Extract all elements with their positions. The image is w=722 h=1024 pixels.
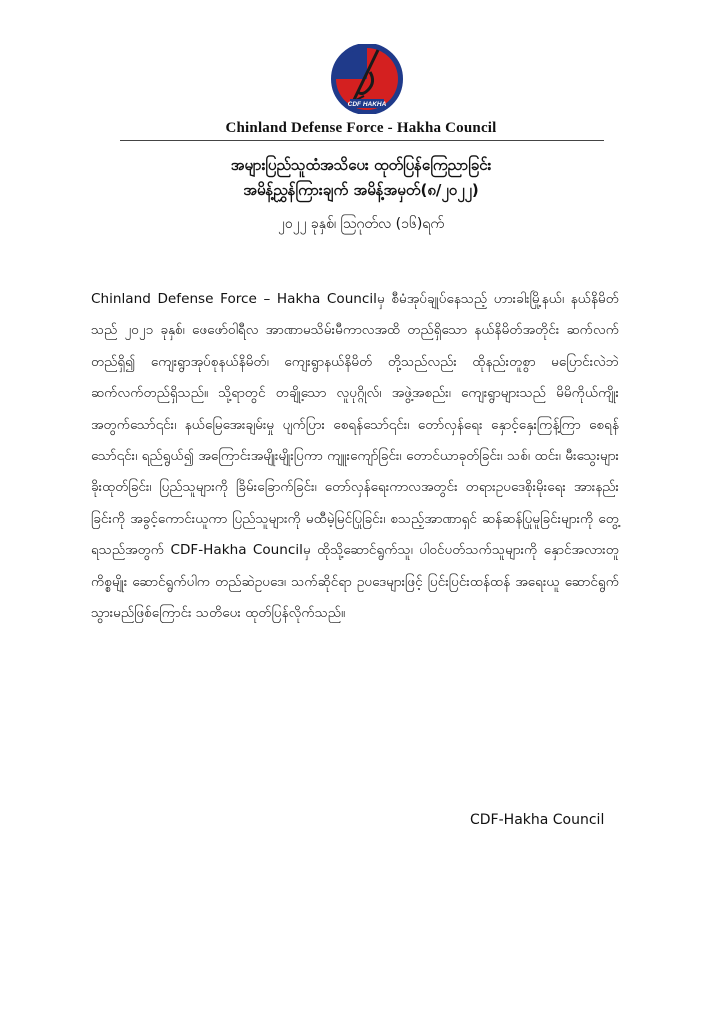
header-divider xyxy=(120,140,604,141)
org-name: Chinland Defense Force - Hakha Council xyxy=(225,120,497,136)
order-number: အမိန့်ညွှန်ကြားချက် အမိန့်အမှတ်(၈/၂၀၂၂) xyxy=(243,181,479,199)
statement-body-text: Chinland Defense Force – Hakha Councilမှ စီမံအုပ်ချုပ်နေသည့် ဟားခါးမြို့နယ်၊ နယ်နိမိတ်သည် ၂၀၂၁ ခုနှစ်၊ ဖေဖော်ဝါရီလ အာဏာမသိမ်းမီကာလအထိ တည်ရှိသော နယ်နိမိတ်အတိုင်း ဆက်လက်တည်ရှိ၍ ကျေးရွာအုပ်စုနယ်နိမိတ်၊ ကျေးရွာနယ်နိမိတ် တို့သည်လည်း ထိုနည်းတူစွာ မပြောင်းလဲဘဲ ဆက်လက်တည်ရှိသည်။ သို့ရာတွင် တချို့သော လူပုဂ္ဂိုလ်၊ အဖွဲ့အစည်း၊ ကျေးရွာများသည် မိမိကိုယ်ကျိုး အတွက်သော်၎င်း၊ နယ်မြေအေးချမ်းမှု ပျက်ပြား စေရန်သော်၎င်း၊ တော်လှန်ရေး နှောင့်နှေးကြန့်ကြာ စေရန်သော်၎င်း၊ ရည်ရွယ်၍ အကြောင်းအမျိုးမျိုးပြကာ ကျူးကျော်ခြင်း၊ တောင်ယာခုတ်ခြင်း၊ သစ်၊ ထင်း၊ မီးသွေးများ ခိုးထုတ်ခြင်း၊ ပြည်သူများကို ခြိမ်းခြောက်ခြင်း၊ တော်လှန်ရေးကာလအတွင်း တရားဥပဒေစိုးမိုးရေး အားနည်းခြင်းကို အခွင့်ကောင်းယူကာ ပြည်သူများကို မထီမဲ့မြင်ပြုခြင်း၊ စသည့်အာဏာရှင် ဆန်ဆန်ပြုမူခြင်းများကို တွေ့ရသည်အတွက် CDF-Hakha Councilမှ ထိုသို့ဆောင်ရွက်သူ၊ ပါဝင်ပတ်သက်သူများကို နှောင်အလားတူကိစ္စမျိုး ဆောင်ရွက်ပါက တည်ဆဲဥပဒေ၊ သက်ဆိုင်ရာ ဥပဒေများဖြင့် ပြင်းပြင်းထန်ထန် အရေးယူ ဆောင်ရွက်သွားမည်ဖြစ်ကြောင်း သတိပေး ထုတ်ပြန်လိုက်သည်။ xyxy=(91,291,619,622)
statement-body xyxy=(91,284,619,629)
signature: CDF-Hakha Council xyxy=(470,812,605,828)
logo-emblem-icon xyxy=(326,44,408,114)
cdf-hakha-logo xyxy=(326,44,408,114)
logo-text: CDF HAKHA xyxy=(347,101,387,108)
statement-date: ၂၀၂၂ ခုနှစ်၊ ဩဂုတ်လ (၁၆)ရက် xyxy=(277,216,445,232)
statement-title: အများပြည်သူထံအသိပေး ထုတ်ပြန်ကြေညာခြင်း xyxy=(230,156,492,174)
